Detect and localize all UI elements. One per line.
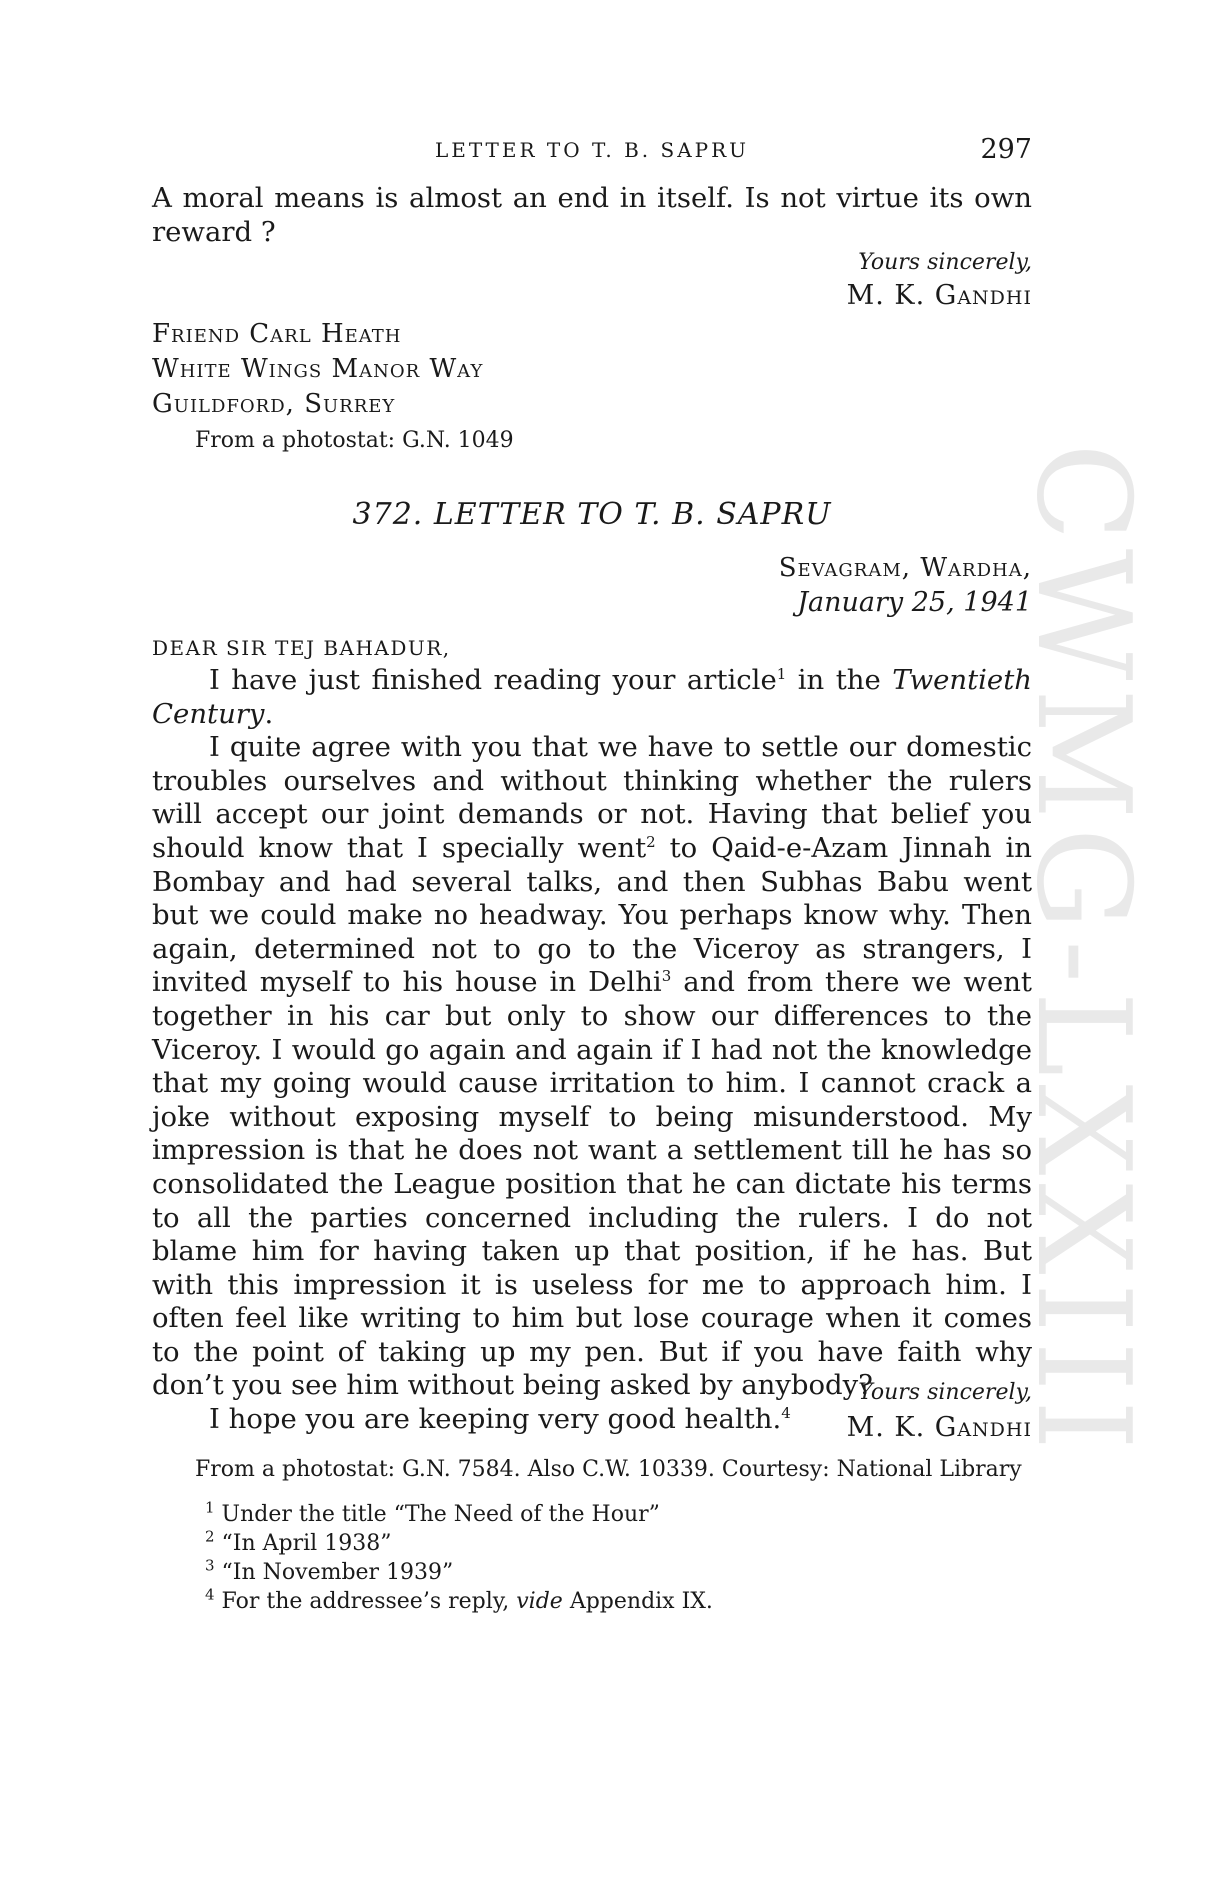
address-line: Guildford, Surrey <box>152 389 396 419</box>
footnote-ref: 4 <box>781 1403 791 1422</box>
footnote-text: Under the title “The Need of the Hour” <box>221 1502 660 1527</box>
running-title: LETTER TO T. B. SAPRU <box>434 138 750 162</box>
letter-date: January 25, 1941 <box>797 587 1032 618</box>
letter-body <box>152 664 1032 1437</box>
footnote-ref: 1 <box>776 664 787 683</box>
letter-paragraph-1 <box>152 664 1032 731</box>
letter-source: From a photostat: G.N. 7584. Also C.W. 10339. Courtesy: National Library <box>195 1457 1022 1482</box>
footnote-mark: 3 <box>205 1556 215 1575</box>
previous-letter-end <box>152 182 1032 249</box>
salutation: DEAR SIR TEJ BAHADUR, <box>152 636 451 660</box>
footnote-mark: 1 <box>205 1498 215 1517</box>
footnote <box>205 1500 1005 1529</box>
footnote-mark: 2 <box>205 1527 215 1546</box>
footnote-ref: 3 <box>661 967 672 986</box>
footnote-ref: 2 <box>646 832 656 851</box>
previous-letter-source: From a photostat: G.N. 1049 <box>195 428 514 453</box>
footnote <box>205 1587 1005 1616</box>
footnote-text: “In April 1938” <box>221 1531 392 1556</box>
running-header <box>152 134 1032 166</box>
paragraph-text: I have just finished reading your article <box>209 664 777 696</box>
footnote-emphasis: vide <box>516 1589 563 1614</box>
paragraph-text: in the <box>786 664 893 696</box>
previous-letter-text: A moral means is almost an end in itself. Is not virtue its own reward ? <box>152 182 1032 248</box>
footnote-text: For the addressee’s reply, <box>221 1589 517 1614</box>
letter-closing: Yours sincerely, <box>858 1380 1032 1405</box>
paragraph-text: and from there we went together in his car but only to show our differences to the Viceroy. I would go again and again if I had not the knowledge that my going would cause irritation to him. I cannot crack a joke without exposing myself to being misunderstood. My impression is that he does not want a settlement till he has so consolidated the League position that he can dictate his terms to all the parties concerned including the rulers. I do not blame him for having taken up that position, if he has. But with this impression it is useless for me to approach him. I often feel like writing to him but lose courage when it comes to the point of taking up my pen. But if you have faith why don’t you see him without being asked by anybody? <box>152 966 1032 1402</box>
watermark-text: CWMG-LXXIII <box>1008 442 1158 1458</box>
paragraph-text: . <box>264 697 274 730</box>
letter-paragraph-2 <box>152 731 1032 1403</box>
footnote-text: “In November 1939” <box>221 1560 454 1585</box>
previous-letter-closing: Yours sincerely, <box>858 250 1032 275</box>
footnote-text: Appendix IX. <box>562 1589 713 1614</box>
paragraph-text: I hope you are keeping very good health. <box>209 1403 782 1436</box>
previous-letter-signature: M. K. Gandhi <box>846 280 1032 311</box>
paragraph-text: I quite agree with you that we have to settle our domestic troubles ourselves and without thinking whether the rulers will accept our joint demands or not. Having that belief you should know that I specially went <box>152 731 1032 864</box>
watermark <box>1008 400 1158 1500</box>
footnote-mark: 4 <box>205 1585 215 1604</box>
letter-signature: M. K. Gandhi <box>846 1412 1032 1443</box>
page-number: 297 <box>980 134 1032 165</box>
address-line: Friend Carl Heath <box>152 319 402 349</box>
address-line: White Wings Manor Way <box>152 354 484 384</box>
footnote <box>205 1529 1005 1558</box>
footnote <box>205 1558 1005 1587</box>
letter-place: Sevagram, Wardha, <box>778 553 1032 583</box>
footnotes <box>205 1500 1005 1616</box>
paragraph-text: to Qaid-e-Azam Jinnah in Bombay and had several talks, and then Subhas Babu went but we could make no headway. You perhaps know why. Then again, determined not to go to the Viceroy as strangers, I invited myself to his house in Delhi <box>152 831 1032 999</box>
publication-title: Twentieth Century <box>152 664 1032 730</box>
recipient-address <box>152 317 1032 422</box>
letter-heading: 372. LETTER TO T. B. SAPRU <box>352 497 832 532</box>
